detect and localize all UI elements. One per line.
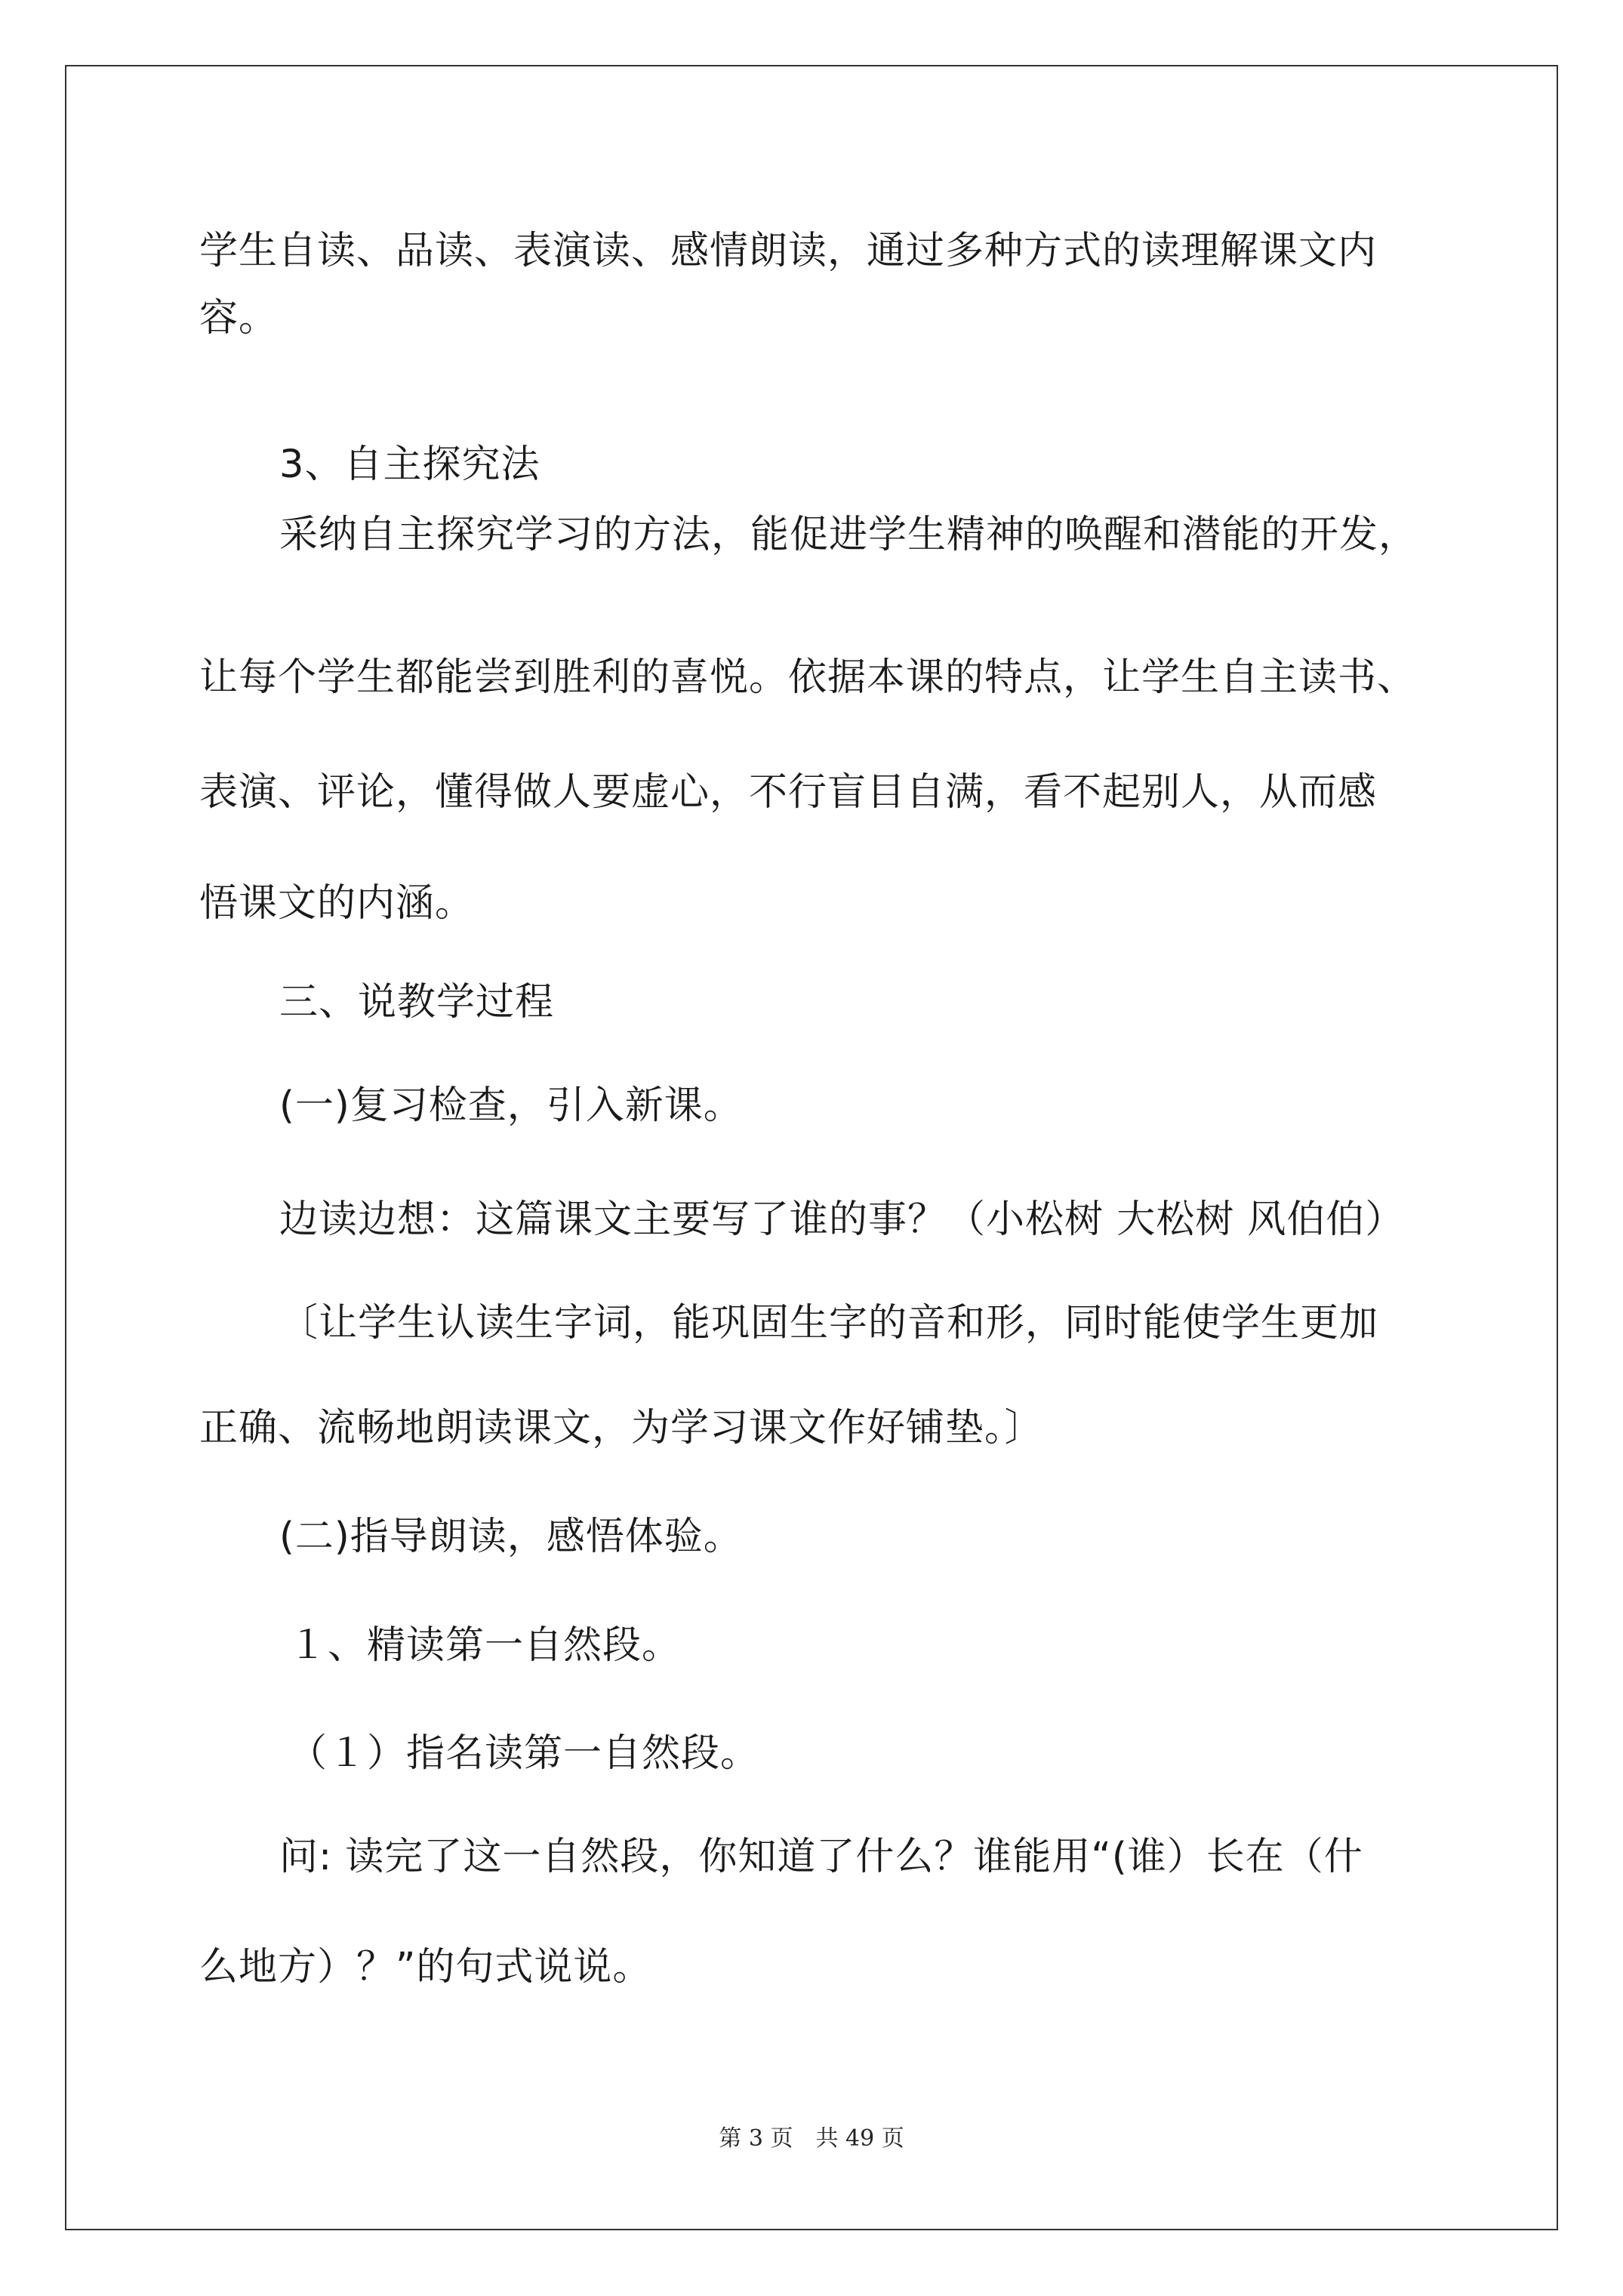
paragraph-line: 让每个学生都能尝到胜利的喜悦。依据本课的特点，让学生自主读书、	[199, 655, 1417, 700]
list-item: １、精读第一自然段。	[288, 1623, 682, 1668]
paragraph-line: 问: 读完了这一自然段，你知道了什么？谁能用“(谁）长在（什	[279, 1835, 1363, 1879]
subsection-heading: (二)指导朗读，感悟体验。	[279, 1515, 743, 1559]
paragraph-line: 容。	[199, 296, 279, 341]
paragraph-line: 采纳自主探究学习的方法，能促进学生精神的唤醒和潜能的开发，	[279, 513, 1418, 557]
subsection-heading: (一)复习检查，引入新课。	[279, 1083, 743, 1128]
page-border	[65, 65, 1558, 2230]
paragraph-line: 悟课文的内涵。	[199, 881, 475, 926]
paragraph-line: 学生自读、品读、表演读、感情朗读，通过多种方式的读理解课文内	[199, 229, 1378, 273]
paragraph-line: 正确、流畅地朗读课文，为学习课文作好铺垫。〕	[199, 1406, 1044, 1450]
paragraph-line: 么地方）？”的句式说说。	[199, 1945, 652, 1989]
paragraph-line: 〔让学生认读生字词，能巩固生字的音和形，同时能使学生更加	[279, 1301, 1379, 1345]
page-number-footer: 第 3 页 共 49 页	[719, 2125, 904, 2152]
section-heading: 3、自主探究法	[279, 442, 540, 487]
list-item: （１）指名读第一自然段。	[288, 1731, 760, 1776]
section-heading: 三、说教学过程	[279, 980, 555, 1025]
paragraph-line: 表演、评论，懂得做人要虚心，不行盲目自满，看不起别人，从而感	[199, 770, 1378, 815]
paragraph-line: 边读边想：这篇课文主要写了谁的事？（小松树 大松树 风伯伯）	[279, 1197, 1405, 1242]
